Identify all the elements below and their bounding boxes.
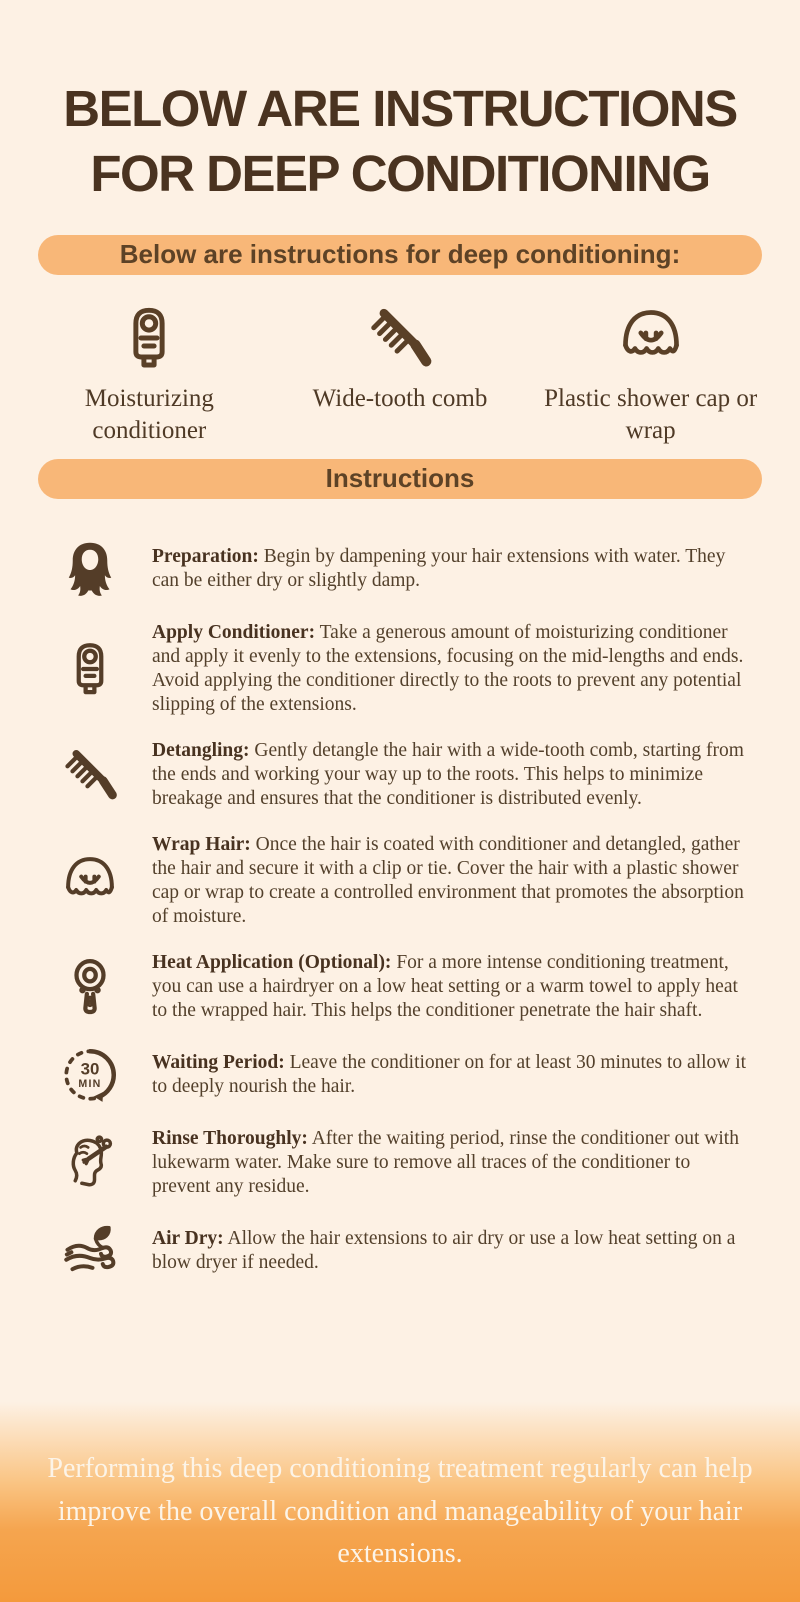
- shower-cap-icon: [616, 301, 686, 375]
- wide-tooth-comb-icon: [48, 745, 132, 805]
- step-body: Gently detangle the hair with a wide-tooth comb, starting from the ends and working your way up to the roots. This helps to minimize breakage and ensures that the conditioner is distributed evenly.: [152, 739, 744, 809]
- step-body: For a more intense conditioning treatment, you can use a hairdryer on a low heat setting or a warm towel to apply heat to the wrapped hair. This helps the conditioner penetrate the hair shaft.: [152, 951, 738, 1021]
- instructions-banner: [38, 459, 762, 499]
- instructions-banner-label: Instructions: [325, 463, 475, 494]
- timer-30-min-icon: [48, 1045, 132, 1105]
- step-text: [132, 1227, 748, 1275]
- step-body: Allow the hair extensions to air dry or use a low heat setting on a blow dryer if needed.: [152, 1227, 736, 1273]
- step-body: Begin by dampening your hair extensions with water. They can be either dry or slightly damp.: [152, 545, 726, 591]
- air-dry-wind-icon: [48, 1221, 132, 1281]
- step-title: Air Dry:: [152, 1227, 224, 1249]
- intro-banner: [38, 235, 762, 275]
- supplies-row: [24, 301, 776, 447]
- step-title: Heat Application (Optional):: [152, 951, 392, 973]
- supply-item: [525, 301, 776, 447]
- step-body: Leave the conditioner on for at least 30 minutes to allow it to deeply nourish the hair.: [152, 1051, 747, 1097]
- step-text: [132, 951, 748, 1023]
- step-title: Apply Conditioner:: [152, 621, 316, 643]
- instruction-step: [48, 1221, 748, 1281]
- step-title: Rinse Thoroughly:: [152, 1127, 308, 1149]
- step-text: [132, 1127, 748, 1199]
- step-text: [132, 545, 748, 593]
- instruction-step: [48, 1127, 748, 1199]
- step-title: Wrap Hair:: [152, 833, 251, 855]
- instruction-step: [48, 951, 748, 1023]
- conditioner-bottle-icon: [114, 301, 184, 375]
- step-text: [132, 739, 748, 811]
- instruction-step: [48, 739, 748, 811]
- step-body: Take a generous amount of moisturizing conditioner and apply it evenly to the extensions, focusing on the mid-lengths and ends. Avoid applying the conditioner directly to the roots to prevent any potential slipping of the extensions.: [152, 621, 744, 715]
- instruction-step: [48, 833, 748, 929]
- intro-banner-label: Below are instructions for deep conditioning:: [119, 239, 681, 270]
- instruction-step: [48, 539, 748, 599]
- step-text: [132, 833, 748, 929]
- hair-wig-icon: [48, 539, 132, 599]
- wide-tooth-comb-icon: [365, 301, 435, 375]
- step-text: [132, 1051, 748, 1099]
- supply-label: Plastic shower cap or wrap: [544, 384, 758, 444]
- step-text: [132, 621, 748, 717]
- infographic-page: [0, 76, 800, 1602]
- supply-item: [275, 301, 526, 447]
- step-title: Preparation:: [152, 545, 259, 567]
- page-title: BELOW ARE INSTRUCTIONS FOR DEEP CONDITIONING: [63, 80, 737, 203]
- instruction-steps-list: [48, 539, 748, 1281]
- footer-note-text: Performing this deep conditioning treatment regularly can help improve the overall condition and manageability of your hair extensions.: [47, 1453, 753, 1570]
- step-body: Once the hair is coated with conditioner and detangled, gather the hair and secure it with a clip or tie. Cover the hair with a plastic shower cap or wrap to create a controlled environment that promotes the absorption of moisture.: [152, 833, 744, 927]
- hairdryer-icon: [48, 957, 132, 1017]
- instruction-step: [48, 621, 748, 717]
- shower-cap-icon: [48, 851, 132, 911]
- footer-note: [0, 1402, 800, 1602]
- instruction-step: [48, 1045, 748, 1105]
- step-title: Waiting Period:: [152, 1051, 285, 1073]
- step-title: Detangling:: [152, 739, 250, 761]
- rinse-head-icon: [48, 1133, 132, 1193]
- conditioner-bottle-icon: [48, 639, 132, 699]
- supply-label: Wide-tooth comb: [312, 384, 488, 412]
- step-body: After the waiting period, rinse the conditioner out with lukewarm water. Make sure to remove all traces of the conditioner to prevent any residue.: [152, 1127, 739, 1197]
- supply-item: [24, 301, 275, 447]
- supply-label: Moisturizing conditioner: [84, 384, 214, 444]
